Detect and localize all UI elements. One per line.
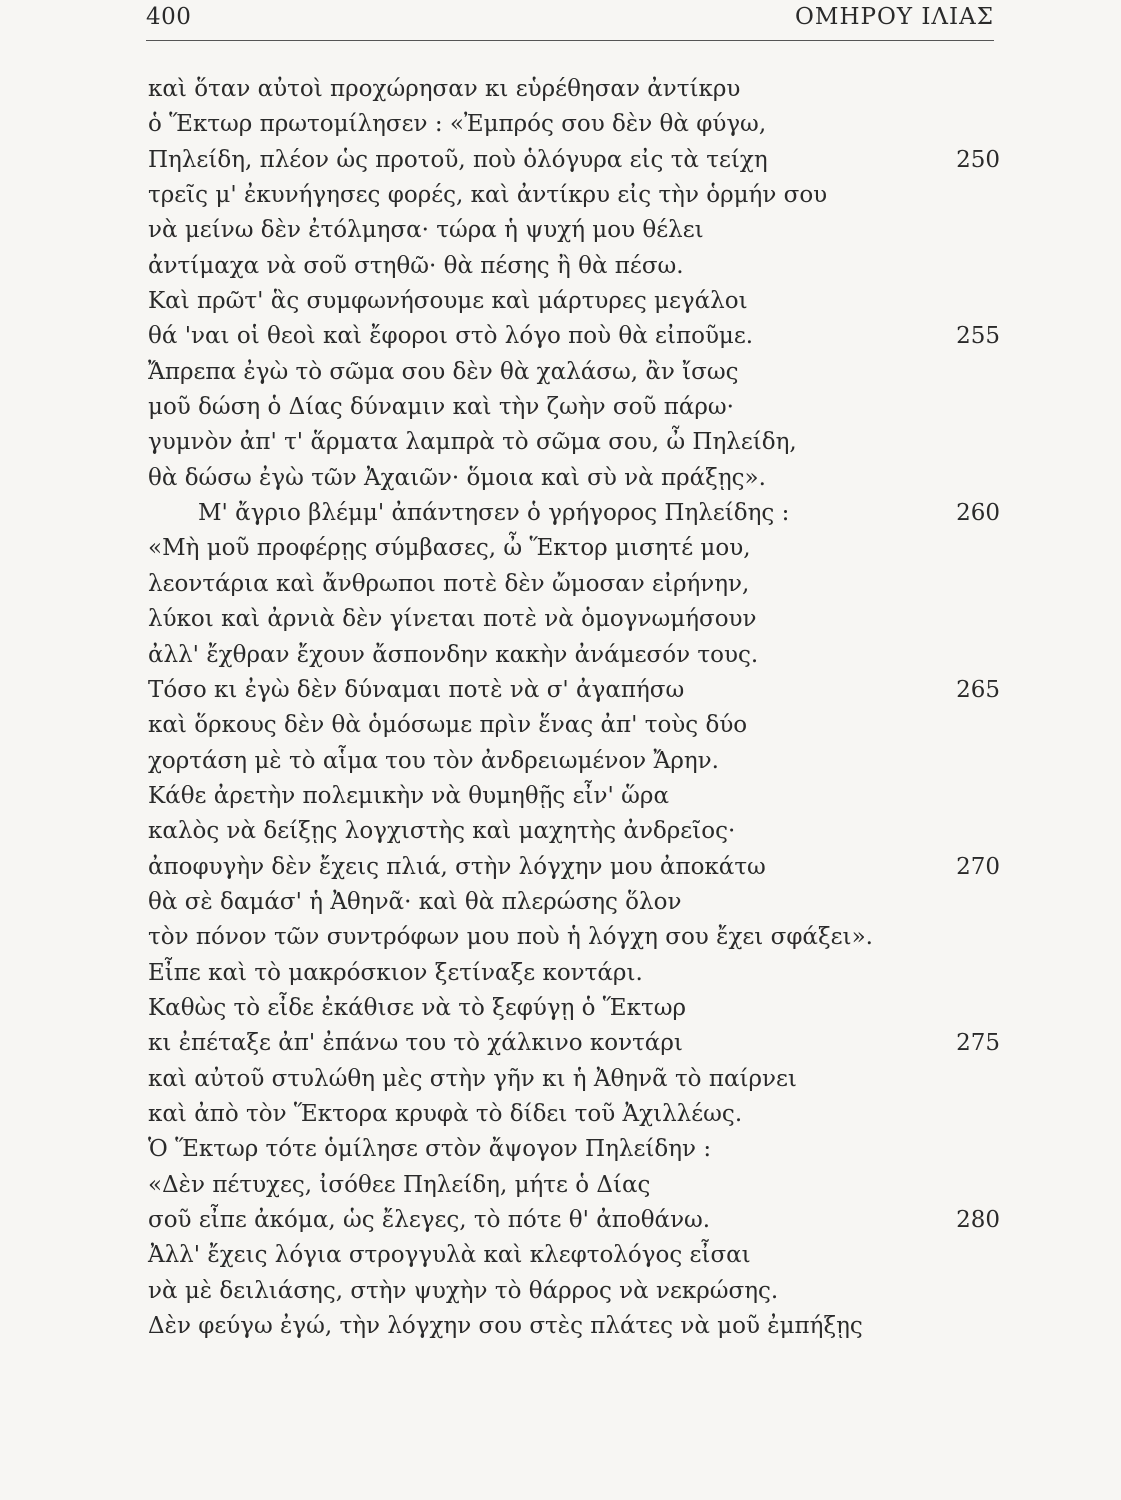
verse-text: Καθὼς τὸ εἶδε ἐκάθισε νὰ τὸ ξεφύγῃ ὁ Ἕκτωρ [148, 994, 686, 1021]
verse-text: τρεῖς μ' ἐκυνήγησες φορές, καὶ ἀντίκρυ εἰς τὴν ὁρμήν σου [148, 182, 828, 209]
verse-text: λύκοι καὶ ἀρνιὰ δὲν γίνεται ποτὲ νὰ ὁμογνωμήσουν [148, 606, 757, 633]
verse-text: καὶ ὅρκους δὲν θὰ ὁμόσωμε πρὶν ἕνας ἀπ' τοὺς δύο [148, 712, 748, 739]
verse-line [148, 249, 1000, 284]
poem-text [148, 72, 1000, 1344]
verse-text: σοῦ εἶπε ἀκόμα, ὡς ἔλεγες, τὸ πότε θ' ἀποθάνω. [148, 1207, 711, 1233]
verse-line [148, 72, 1000, 107]
verse-line [148, 319, 1000, 354]
verse-line [148, 567, 1000, 602]
verse-text: ἀλλ' ἔχθραν ἔχουν ἄσπονδην κακὴν ἀνάμεσόν τους. [148, 641, 759, 668]
verse-text: «Δὲν πέτυχες, ἰσόθεε Πηλείδη, μήτε ὁ Δίας [148, 1171, 651, 1198]
verse-text: κι ἐπέταξε ἀπ' ἐπάνω του τὸ χάλκινο κοντάρι [148, 1030, 683, 1057]
verse-line [148, 814, 1000, 849]
verse-text: γυμνὸν ἀπ' τ' ἅρματα λαμπρὰ τὸ σῶμα σου, ὦ Πηλείδη, [148, 429, 797, 456]
verse-text: λεοντάρια καὶ ἄνθρωποι ποτὲ δὲν ὤμοσαν εἰρήνην, [148, 570, 750, 597]
line-number: 270 [956, 853, 1000, 880]
verse-line [148, 425, 1000, 460]
verse-line [148, 531, 1000, 566]
verse-text: θὰ δώσω ἐγὼ τῶν Ἀχαιῶν· ὅμοια καὶ σὺ νὰ πράξῃς». [148, 464, 766, 491]
verse-text: καὶ ἀπὸ τὸν Ἕκτορα κρυφὰ τὸ δίδει τοῦ Ἀχιλλέως. [148, 1100, 743, 1127]
line-number: 280 [956, 1207, 1000, 1233]
verse-text: χορτάση μὲ τὸ αἷμα του τὸν ἀνδρειωμένον Ἄρην. [148, 747, 719, 774]
verse-text: Μ' ἄγριο βλέμμ' ἀπάντησεν ὁ γρήγορος Πηλείδης : [198, 500, 790, 527]
verse-line [148, 1274, 1000, 1309]
verse-line [148, 107, 1000, 142]
verse-text: νὰ μὲ δειλιάσης, στὴν ψυχὴν τὸ θάρρος νὰ νεκρώσης. [148, 1277, 779, 1304]
verse-text: θὰ σὲ δαμάσ' ἡ Ἀθηνᾶ· καὶ θὰ πλερώσης ὅλον [148, 888, 682, 915]
verse-line [148, 1132, 1000, 1167]
verse-line [148, 602, 1000, 637]
verse-line [148, 355, 1000, 390]
verse-line [148, 779, 1000, 814]
verse-line [148, 1238, 1000, 1273]
verse-line [148, 178, 1000, 213]
verse-line [148, 956, 1000, 991]
verse-text: τὸν πόνον τῶν συντρόφων μου ποὺ ἡ λόγχη σου ἔχει σφάξει». [148, 924, 873, 951]
verse-text: ἀποφυγὴν δὲν ἔχεις πλιά, στὴν λόγχην μου ἀποκάτω [148, 853, 766, 880]
verse-line [148, 1026, 1000, 1061]
verse-text: Πηλείδη, πλέον ὡς προτοῦ, ποὺ ὁλόγυρα εἰς τὰ τείχη [148, 146, 768, 173]
verse-line [148, 920, 1000, 955]
verse-line [148, 496, 1000, 531]
verse-line [148, 744, 1000, 779]
verse-line [148, 1062, 1000, 1097]
line-number: 275 [956, 1030, 1000, 1057]
verse-text: ἀντίμαχα νὰ σοῦ στηθῶ· θὰ πέσης ἢ θὰ πέσω. [148, 252, 684, 279]
verse-line [148, 1309, 1000, 1344]
verse-line [148, 284, 1000, 319]
verse-text: Δὲν φεύγω ἐγώ, τὴν λόγχην σου στὲς πλάτες νὰ μοῦ ἐμπήξῃς [148, 1313, 863, 1340]
verse-line [148, 1168, 1000, 1203]
verse-text: «Μὴ μοῦ προφέρῃς σύμβασες, ὦ Ἕκτορ μισητέ μου, [148, 535, 751, 562]
verse-text: καὶ αὐτοῦ στυλώθη μὲς στὴν γῆν κι ἡ Ἀθηνᾶ τὸ παίρνει [148, 1065, 797, 1092]
running-title: ΟΜΗΡΟΥ ΙΛΙΑΣ [795, 4, 994, 30]
verse-line [148, 390, 1000, 425]
verse-text: καλὸς νὰ δείξῃς λογχιστὴς καὶ μαχητὴς ἀνδρεῖος· [148, 818, 736, 845]
verse-line [148, 708, 1000, 743]
verse-line [148, 461, 1000, 496]
verse-line [148, 850, 1000, 885]
line-number: 250 [956, 146, 1000, 173]
verse-text: Τόσο κι ἐγὼ δὲν δύναμαι ποτὲ νὰ σ' ἀγαπήσω [148, 676, 685, 703]
verse-text: Ἀλλ' ἔχεις λόγια στρογγυλὰ καὶ κλεφτολόγος εἶσαι [148, 1242, 751, 1269]
verse-text: θά 'ναι οἱ θεοὶ καὶ ἔφοροι στὸ λόγο ποὺ θὰ εἰποῦμε. [148, 323, 754, 350]
verse-text: ὁ Ἕκτωρ πρωτομίλησεν : «Ἐμπρός σου δὲν θὰ φύγω, [148, 111, 767, 138]
verse-text: Κάθε ἀρετὴν πολεμικὴν νὰ θυμηθῇς εἶν' ὥρα [148, 782, 669, 809]
line-number: 255 [956, 323, 1000, 350]
line-number: 265 [956, 676, 1000, 703]
verse-line [148, 143, 1000, 178]
page-number: 400 [146, 4, 192, 30]
verse-line [148, 1203, 1000, 1238]
verse-line [148, 673, 1000, 708]
verse-line [148, 1097, 1000, 1132]
verse-text: νὰ μείνω δὲν ἐτόλμησα· τώρα ἡ ψυχή μου θέλει [148, 217, 704, 244]
verse-text: καὶ ὅταν αὐτοὶ προχώρησαν κι εὑρέθησαν ἀντίκρυ [148, 76, 741, 102]
line-number: 260 [956, 500, 1000, 527]
verse-text: μοῦ δώση ὁ Δίας δύναμιν καὶ τὴν ζωὴν σοῦ πάρω· [148, 394, 734, 421]
verse-text: Ἄπρεπα ἐγὼ τὸ σῶμα σου δὲν θὰ χαλάσω, ἂν ἴσως [148, 358, 739, 385]
verse-line [148, 885, 1000, 920]
verse-line [148, 213, 1000, 248]
page-header [146, 0, 994, 41]
verse-text: Ὁ Ἕκτωρ τότε ὁμίλησε στὸν ἄψογον Πηλείδην : [148, 1136, 712, 1163]
verse-text: Καὶ πρῶτ' ἃς συμφωνήσουμε καὶ μάρτυρες μεγάλοι [148, 288, 748, 315]
verse-text: Εἶπε καὶ τὸ μακρόσκιον ξετίναξε κοντάρι. [148, 959, 643, 986]
verse-line [148, 638, 1000, 673]
verse-line [148, 991, 1000, 1026]
